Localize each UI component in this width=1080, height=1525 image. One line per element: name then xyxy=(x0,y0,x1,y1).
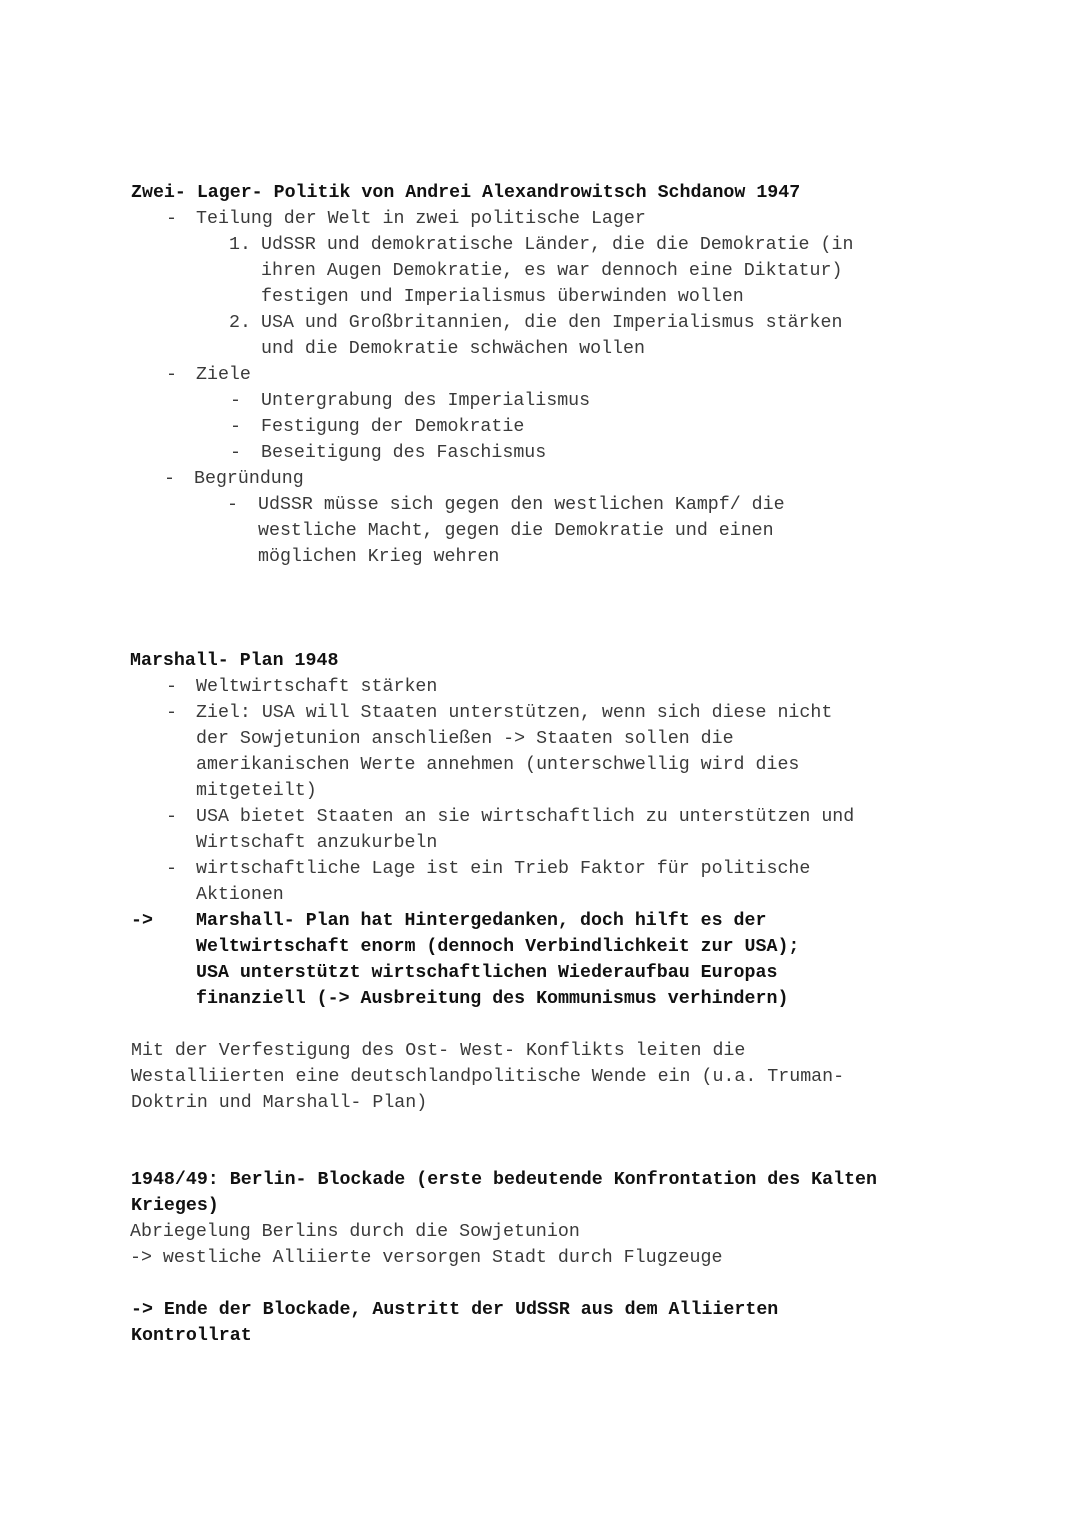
bullet-marker: - xyxy=(166,859,177,879)
bullet-marker: - xyxy=(166,365,177,385)
conclusion-line: finanziell (-> Ausbreitung des Kommunismus verhindern) xyxy=(196,989,789,1009)
section-title-berlin: 1948/49: Berlin- Blockade (erste bedeutende Konfrontation des Kalten xyxy=(131,1170,877,1190)
section-title-schdanow: Zwei- Lager- Politik von Andrei Alexandrowitsch Schdanow 1947 xyxy=(131,183,801,203)
bullet-line: wirtschaftliche Lage ist ein Trieb Faktor für politische xyxy=(196,859,811,879)
bullet-line: mitgeteilt) xyxy=(196,781,317,801)
bullet-text: Teilung der Welt in zwei politische Lager xyxy=(196,209,646,229)
bullet-line: Ziel: USA will Staaten unterstützen, wenn sich diese nicht xyxy=(196,703,833,723)
section-title-berlin: Krieges) xyxy=(131,1196,219,1216)
berlin-line: Abriegelung Berlins durch die Sowjetunion xyxy=(130,1222,580,1242)
sub-bullet-line: UdSSR müsse sich gegen den westlichen Kampf/ die xyxy=(258,495,785,515)
berlin-conclusion-line: Kontrollrat xyxy=(131,1326,252,1346)
bullet-line: Wirtschaft anzukurbeln xyxy=(196,833,438,853)
sub-bullet-marker: - xyxy=(230,417,241,437)
sub-bullet-line: möglichen Krieg wehren xyxy=(258,547,500,567)
paragraph-line: Doktrin und Marshall- Plan) xyxy=(131,1093,428,1113)
list-item-line: ihren Augen Demokratie, es war dennoch eine Diktatur) xyxy=(261,261,843,281)
bullet-marker: - xyxy=(166,209,177,229)
bullet-line: Weltwirtschaft stärken xyxy=(196,677,438,697)
bullet-text: Ziele xyxy=(196,365,251,385)
sub-bullet-text: Untergrabung des Imperialismus xyxy=(261,391,591,411)
sub-bullet-marker: - xyxy=(227,495,238,515)
sub-bullet-marker: - xyxy=(230,391,241,411)
bullet-marker: - xyxy=(166,807,177,827)
sub-bullet-line: westliche Macht, gegen die Demokratie und einen xyxy=(258,521,774,541)
bullet-marker: - xyxy=(164,469,175,489)
bullet-marker: - xyxy=(166,703,177,723)
sub-bullet-text: Festigung der Demokratie xyxy=(261,417,525,437)
list-item-line: USA und Großbritannien, die den Imperialismus stärken xyxy=(261,313,843,333)
bullet-text: Begründung xyxy=(194,469,304,489)
sub-bullet-marker: - xyxy=(230,443,241,463)
list-item-line: festigen und Imperialismus überwinden wollen xyxy=(261,287,744,307)
list-item-line: UdSSR und demokratische Länder, die die Demokratie (in xyxy=(261,235,854,255)
bullet-line: amerikanischen Werte annehmen (unterschwellig wird dies xyxy=(196,755,800,775)
bullet-line: USA bietet Staaten an sie wirtschaftlich zu unterstützen und xyxy=(196,807,855,827)
bullet-line: Aktionen xyxy=(196,885,284,905)
conclusion-line: Marshall- Plan hat Hintergedanken, doch hilft es der xyxy=(196,911,767,931)
bullet-marker: - xyxy=(166,677,177,697)
section-title-marshall: Marshall- Plan 1948 xyxy=(130,651,339,671)
berlin-conclusion-line: -> Ende der Blockade, Austritt der UdSSR aus dem Alliierten xyxy=(131,1300,779,1320)
conclusion-line: Weltwirtschaft enorm (dennoch Verbindlichkeit zur USA); xyxy=(196,937,800,957)
list-number: 1. xyxy=(229,235,251,255)
list-item-line: und die Demokratie schwächen wollen xyxy=(261,339,645,359)
paragraph-line: Mit der Verfestigung des Ost- West- Konflikts leiten die xyxy=(131,1041,746,1061)
bullet-line: der Sowjetunion anschließen -> Staaten sollen die xyxy=(196,729,734,749)
berlin-line: -> westliche Alliierte versorgen Stadt durch Flugzeuge xyxy=(130,1248,723,1268)
list-number: 2. xyxy=(229,313,251,333)
sub-bullet-text: Beseitigung des Faschismus xyxy=(261,443,547,463)
paragraph-line: Westalliierten eine deutschlandpolitische Wende ein (u.a. Truman- xyxy=(131,1067,845,1087)
conclusion-line: USA unterstützt wirtschaftlichen Wiederaufbau Europas xyxy=(196,963,778,983)
arrow-marker: -> xyxy=(131,911,153,931)
